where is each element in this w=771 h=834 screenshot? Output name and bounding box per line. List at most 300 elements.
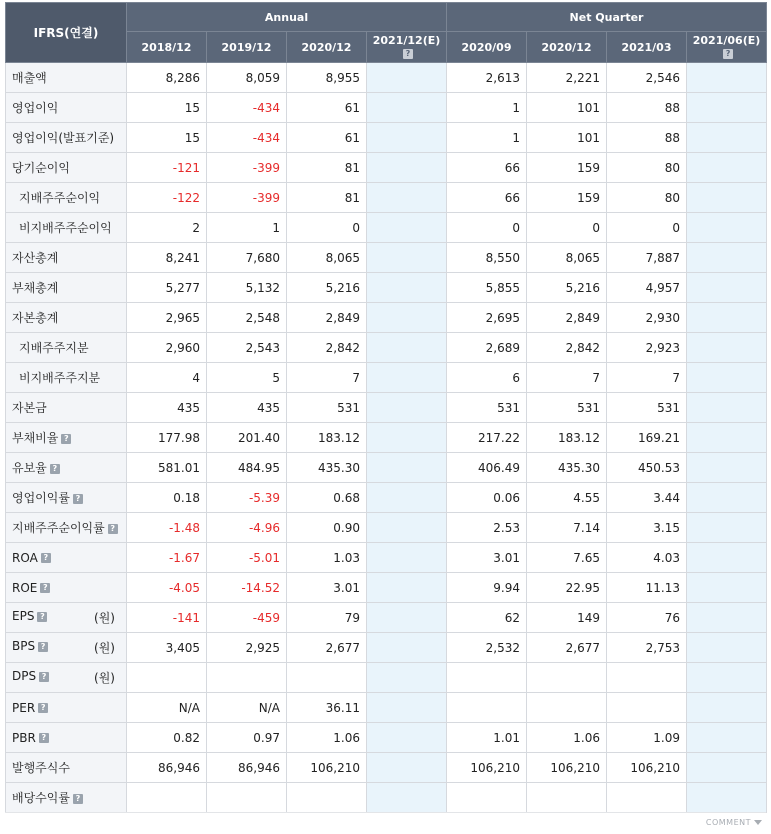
- table-cell: -141: [127, 603, 207, 633]
- table-cell: [367, 63, 447, 93]
- help-icon[interactable]: ?: [39, 733, 49, 743]
- row-label: 비지배주주순이익: [19, 221, 112, 235]
- table-cell: [687, 183, 767, 213]
- row-label: DPS: [12, 669, 37, 683]
- row-label-cell: [6, 453, 127, 483]
- table-cell: 8,550: [447, 243, 527, 273]
- table-cell: 22.95: [527, 573, 607, 603]
- table-cell: 159: [527, 183, 607, 213]
- table-cell: [687, 93, 767, 123]
- annual-header: Annual: [127, 3, 447, 32]
- help-icon[interactable]: ?: [73, 794, 83, 804]
- table-cell: [367, 783, 447, 813]
- period-header: [127, 32, 207, 63]
- table-cell: 159: [527, 153, 607, 183]
- table-cell: [447, 693, 527, 723]
- row-label: ROA: [12, 550, 38, 565]
- table-cell: [367, 273, 447, 303]
- table-cell: [367, 513, 447, 543]
- table-cell: [687, 333, 767, 363]
- table-cell: 531: [287, 393, 367, 423]
- row-label: 영업이익률: [12, 491, 70, 505]
- table-cell: -434: [207, 123, 287, 153]
- table-cell: 2,842: [287, 333, 367, 363]
- table-cell: 2,548: [207, 303, 287, 333]
- row-label-cell: [6, 123, 127, 153]
- table-cell: [687, 303, 767, 333]
- table-row: [6, 183, 767, 213]
- table-cell: 450.53: [607, 453, 687, 483]
- row-label-cell: [6, 183, 127, 213]
- table-cell: 2,689: [447, 333, 527, 363]
- table-cell: [127, 663, 207, 693]
- row-label-cell: [6, 273, 127, 303]
- table-row: [6, 633, 767, 663]
- table-cell: 79: [287, 603, 367, 633]
- table-cell: [527, 693, 607, 723]
- table-row: [6, 93, 767, 123]
- financial-summary: [5, 2, 766, 813]
- table-cell: 4: [127, 363, 207, 393]
- table-cell: [687, 423, 767, 453]
- table-cell: 86,946: [127, 753, 207, 783]
- row-label: 매출액: [12, 71, 47, 85]
- table-cell: [527, 663, 607, 693]
- table-cell: 5,855: [447, 273, 527, 303]
- table-cell: 484.95: [207, 453, 287, 483]
- table-cell: [367, 333, 447, 363]
- table-cell: 0: [607, 213, 687, 243]
- table-row: [6, 573, 767, 603]
- table-cell: 1.01: [447, 723, 527, 753]
- table-cell: 11.13: [607, 573, 687, 603]
- table-row: [6, 123, 767, 153]
- table-cell: 36.11: [287, 693, 367, 723]
- table-cell: 0.68: [287, 483, 367, 513]
- table-cell: [367, 693, 447, 723]
- table-cell: 3.01: [287, 573, 367, 603]
- table-cell: N/A: [127, 693, 207, 723]
- table-cell: [367, 363, 447, 393]
- table-row: [6, 543, 767, 573]
- period-header: [207, 32, 287, 63]
- table-row: [6, 663, 767, 693]
- unit-label: (원): [94, 641, 115, 655]
- table-cell: [687, 213, 767, 243]
- table-cell: -434: [207, 93, 287, 123]
- table-cell: [367, 183, 447, 213]
- table-cell: [687, 693, 767, 723]
- table-cell: [367, 753, 447, 783]
- row-label-cell: [6, 213, 127, 243]
- row-label: 자산총계: [12, 251, 59, 265]
- row-label-cell: [6, 783, 127, 813]
- period-header: [367, 32, 447, 63]
- unit-label: (원): [94, 671, 115, 685]
- table-cell: 3,405: [127, 633, 207, 663]
- table-cell: [207, 783, 287, 813]
- table-cell: 4.55: [527, 483, 607, 513]
- table-cell: [367, 153, 447, 183]
- period-label: 2021/06(E): [692, 34, 761, 47]
- period-header: [447, 32, 527, 63]
- table-cell: [687, 753, 767, 783]
- row-label: ROE: [12, 580, 38, 595]
- table-cell: 2,925: [207, 633, 287, 663]
- table-cell: 0.06: [447, 483, 527, 513]
- row-label: 유보율: [12, 461, 47, 475]
- net-quarter-header: Net Quarter: [447, 3, 767, 32]
- table-cell: 0.18: [127, 483, 207, 513]
- row-label-cell: [6, 663, 127, 693]
- period-header: [527, 32, 607, 63]
- table-cell: 2,849: [287, 303, 367, 333]
- table-cell: [367, 543, 447, 573]
- table-cell: [687, 483, 767, 513]
- table-cell: [367, 603, 447, 633]
- table-cell: 7.14: [527, 513, 607, 543]
- table-cell: 106,210: [607, 753, 687, 783]
- table-cell: 7: [527, 363, 607, 393]
- table-cell: [367, 573, 447, 603]
- table-cell: 106,210: [287, 753, 367, 783]
- table-cell: 1: [447, 123, 527, 153]
- row-label-cell: [6, 483, 127, 513]
- table-cell: [367, 453, 447, 483]
- table-row: [6, 63, 767, 93]
- table-cell: [687, 513, 767, 543]
- table-cell: 8,065: [287, 243, 367, 273]
- table-cell: N/A: [207, 693, 287, 723]
- table-cell: 66: [447, 183, 527, 213]
- table-cell: 177.98: [127, 423, 207, 453]
- table-cell: 61: [287, 93, 367, 123]
- table-cell: [367, 423, 447, 453]
- table-cell: 62: [447, 603, 527, 633]
- row-label-cell: [6, 603, 127, 633]
- table-cell: [367, 393, 447, 423]
- help-icon[interactable]: ?: [38, 642, 48, 652]
- row-label-cell: [6, 393, 127, 423]
- table-cell: 1.06: [287, 723, 367, 753]
- table-cell: 2,960: [127, 333, 207, 363]
- table-row: [6, 423, 767, 453]
- row-label-cell: [6, 63, 127, 93]
- row-label: 영업이익(발표기준): [12, 131, 115, 145]
- row-label: 비지배주주지분: [19, 371, 101, 385]
- table-cell: 435: [127, 393, 207, 423]
- table-cell: 101: [527, 123, 607, 153]
- table-cell: [127, 783, 207, 813]
- period-label: 2020/12: [301, 40, 352, 54]
- table-cell: [687, 543, 767, 573]
- table-cell: 0: [527, 213, 607, 243]
- row-label-cell: [6, 693, 127, 723]
- table-cell: 5,216: [527, 273, 607, 303]
- row-label-cell: [6, 153, 127, 183]
- row-label: 당기순이익: [12, 161, 70, 175]
- table-cell: 2.53: [447, 513, 527, 543]
- table-cell: 15: [127, 123, 207, 153]
- table-cell: 7,887: [607, 243, 687, 273]
- table-row: [6, 453, 767, 483]
- row-label: 지배주주순이익률: [12, 521, 105, 535]
- help-icon[interactable]: ?: [37, 612, 47, 622]
- table-cell: 581.01: [127, 453, 207, 483]
- row-label: 배당수익률: [12, 791, 70, 805]
- table-cell: 7,680: [207, 243, 287, 273]
- table-cell: 2,543: [207, 333, 287, 363]
- period-header: [687, 32, 767, 63]
- row-label-cell: [6, 543, 127, 573]
- table-cell: 2,930: [607, 303, 687, 333]
- table-body: [6, 63, 767, 813]
- table-cell: 7.65: [527, 543, 607, 573]
- table-cell: 2,546: [607, 63, 687, 93]
- table-row: [6, 753, 767, 783]
- table-row: [6, 153, 767, 183]
- table-cell: 5,277: [127, 273, 207, 303]
- table-cell: 88: [607, 93, 687, 123]
- help-icon[interactable]: ?: [41, 553, 51, 563]
- row-label-cell: [6, 513, 127, 543]
- table-row: [6, 363, 767, 393]
- row-label: 자본금: [12, 401, 47, 415]
- table-cell: 2: [127, 213, 207, 243]
- help-icon[interactable]: ?: [723, 49, 733, 59]
- table-cell: 183.12: [287, 423, 367, 453]
- table-cell: 0: [287, 213, 367, 243]
- help-icon[interactable]: ?: [39, 672, 49, 682]
- table-cell: 3.01: [447, 543, 527, 573]
- period-label: 2019/12: [221, 40, 272, 54]
- table-cell: 7: [287, 363, 367, 393]
- table-cell: 2,221: [527, 63, 607, 93]
- table-cell: 435: [207, 393, 287, 423]
- row-label: EPS: [12, 609, 35, 623]
- table-cell: [607, 663, 687, 693]
- row-label: 영업이익: [12, 101, 59, 115]
- help-icon[interactable]: ?: [108, 524, 118, 534]
- table-cell: 2,677: [527, 633, 607, 663]
- period-label: 2021/12(E): [372, 34, 441, 47]
- period-label: 2018/12: [141, 40, 192, 54]
- help-icon[interactable]: ?: [403, 49, 413, 59]
- table-cell: [687, 603, 767, 633]
- table-cell: 4.03: [607, 543, 687, 573]
- table-cell: 169.21: [607, 423, 687, 453]
- financial-table: [5, 2, 767, 813]
- table-row: [6, 513, 767, 543]
- table-cell: 86,946: [207, 753, 287, 783]
- table-cell: [367, 663, 447, 693]
- table-cell: 81: [287, 183, 367, 213]
- row-label-cell: [6, 333, 127, 363]
- table-cell: 2,849: [527, 303, 607, 333]
- table-cell: 0.97: [207, 723, 287, 753]
- table-cell: [687, 453, 767, 483]
- table-cell: [367, 483, 447, 513]
- table-cell: 183.12: [527, 423, 607, 453]
- table-cell: [687, 723, 767, 753]
- table-corner-header: IFRS(연결): [6, 3, 127, 63]
- table-cell: 4,957: [607, 273, 687, 303]
- table-cell: [447, 783, 527, 813]
- table-cell: 0.90: [287, 513, 367, 543]
- table-cell: 2,695: [447, 303, 527, 333]
- help-icon[interactable]: ?: [38, 703, 48, 713]
- comment-toggle[interactable]: [706, 818, 762, 827]
- table-cell: 2,965: [127, 303, 207, 333]
- table-cell: [687, 123, 767, 153]
- table-cell: -459: [207, 603, 287, 633]
- table-cell: 76: [607, 603, 687, 633]
- table-cell: 66: [447, 153, 527, 183]
- table-cell: 531: [447, 393, 527, 423]
- row-label: PBR: [12, 730, 36, 745]
- table-cell: 1: [447, 93, 527, 123]
- table-cell: 2,532: [447, 633, 527, 663]
- table-row: [6, 693, 767, 723]
- row-label: 발행주식수: [12, 761, 70, 775]
- table-cell: 101: [527, 93, 607, 123]
- table-cell: -5.01: [207, 543, 287, 573]
- table-cell: -1.48: [127, 513, 207, 543]
- table-cell: [607, 783, 687, 813]
- table-cell: 6: [447, 363, 527, 393]
- table-cell: -122: [127, 183, 207, 213]
- row-label-cell: [6, 303, 127, 333]
- comment-label: COMMENT: [705, 818, 751, 827]
- table-cell: [607, 693, 687, 723]
- table-cell: [287, 783, 367, 813]
- table-cell: 8,065: [527, 243, 607, 273]
- period-label: 2021/03: [621, 40, 672, 54]
- table-cell: -4.05: [127, 573, 207, 603]
- help-icon[interactable]: ?: [50, 464, 60, 474]
- table-cell: [687, 663, 767, 693]
- table-cell: [527, 783, 607, 813]
- table-cell: [367, 213, 447, 243]
- table-cell: 8,286: [127, 63, 207, 93]
- table-cell: 1.03: [287, 543, 367, 573]
- table-cell: [367, 93, 447, 123]
- period-header: [287, 32, 367, 63]
- table-row: [6, 213, 767, 243]
- table-cell: 2,753: [607, 633, 687, 663]
- table-cell: [367, 633, 447, 663]
- table-cell: 0: [447, 213, 527, 243]
- table-cell: 3.15: [607, 513, 687, 543]
- row-label-cell: [6, 363, 127, 393]
- row-label-cell: [6, 573, 127, 603]
- table-row: [6, 783, 767, 813]
- footer-bar: [5, 812, 766, 833]
- table-cell: 0.82: [127, 723, 207, 753]
- help-icon[interactable]: ?: [61, 434, 71, 444]
- table-cell: 5,132: [207, 273, 287, 303]
- row-label: 지배주주지분: [19, 341, 89, 355]
- table-cell: [367, 243, 447, 273]
- table-cell: 61: [287, 123, 367, 153]
- table-cell: 106,210: [527, 753, 607, 783]
- row-label-cell: [6, 243, 127, 273]
- row-label-cell: [6, 93, 127, 123]
- table-cell: [687, 393, 767, 423]
- table-row: [6, 723, 767, 753]
- table-cell: [687, 633, 767, 663]
- table-cell: [687, 363, 767, 393]
- table-cell: 201.40: [207, 423, 287, 453]
- period-label: 2020/09: [461, 40, 512, 54]
- table-row: [6, 273, 767, 303]
- help-icon[interactable]: ?: [73, 494, 83, 504]
- table-cell: 3.44: [607, 483, 687, 513]
- table-cell: 435.30: [527, 453, 607, 483]
- period-header: [607, 32, 687, 63]
- row-label: PER: [12, 700, 36, 715]
- table-cell: 9.94: [447, 573, 527, 603]
- unit-label: (원): [94, 611, 115, 625]
- table-cell: [687, 783, 767, 813]
- table-cell: 15: [127, 93, 207, 123]
- row-label: 부채총계: [12, 281, 59, 295]
- table-cell: -399: [207, 153, 287, 183]
- row-label-cell: [6, 723, 127, 753]
- table-cell: 80: [607, 183, 687, 213]
- row-label-cell: [6, 423, 127, 453]
- row-label: BPS: [12, 639, 36, 653]
- table-row: [6, 333, 767, 363]
- table-cell: [367, 303, 447, 333]
- table-cell: -121: [127, 153, 207, 183]
- table-cell: 2,613: [447, 63, 527, 93]
- table-cell: 8,955: [287, 63, 367, 93]
- table-cell: 81: [287, 153, 367, 183]
- chevron-down-icon: [754, 820, 762, 825]
- table-cell: 80: [607, 153, 687, 183]
- row-label-cell: [6, 753, 127, 783]
- table-cell: 1.09: [607, 723, 687, 753]
- table-cell: 8,059: [207, 63, 287, 93]
- table-cell: 7: [607, 363, 687, 393]
- table-cell: 217.22: [447, 423, 527, 453]
- table-cell: 531: [527, 393, 607, 423]
- table-cell: 1.06: [527, 723, 607, 753]
- table-cell: [687, 273, 767, 303]
- table-row: [6, 483, 767, 513]
- table-cell: 2,842: [527, 333, 607, 363]
- table-cell: 2,923: [607, 333, 687, 363]
- table-cell: 106,210: [447, 753, 527, 783]
- table-cell: 88: [607, 123, 687, 153]
- row-label: 부채비율: [12, 431, 59, 445]
- table-cell: [687, 573, 767, 603]
- table-cell: 8,241: [127, 243, 207, 273]
- table-cell: [367, 723, 447, 753]
- table-cell: 531: [607, 393, 687, 423]
- table-cell: -4.96: [207, 513, 287, 543]
- row-label: 자본총계: [12, 311, 59, 325]
- table-cell: [687, 243, 767, 273]
- table-cell: [367, 123, 447, 153]
- help-icon[interactable]: ?: [40, 583, 50, 593]
- table-cell: 2,677: [287, 633, 367, 663]
- table-row: [6, 303, 767, 333]
- table-cell: [287, 663, 367, 693]
- table-cell: 435.30: [287, 453, 367, 483]
- table-cell: -1.67: [127, 543, 207, 573]
